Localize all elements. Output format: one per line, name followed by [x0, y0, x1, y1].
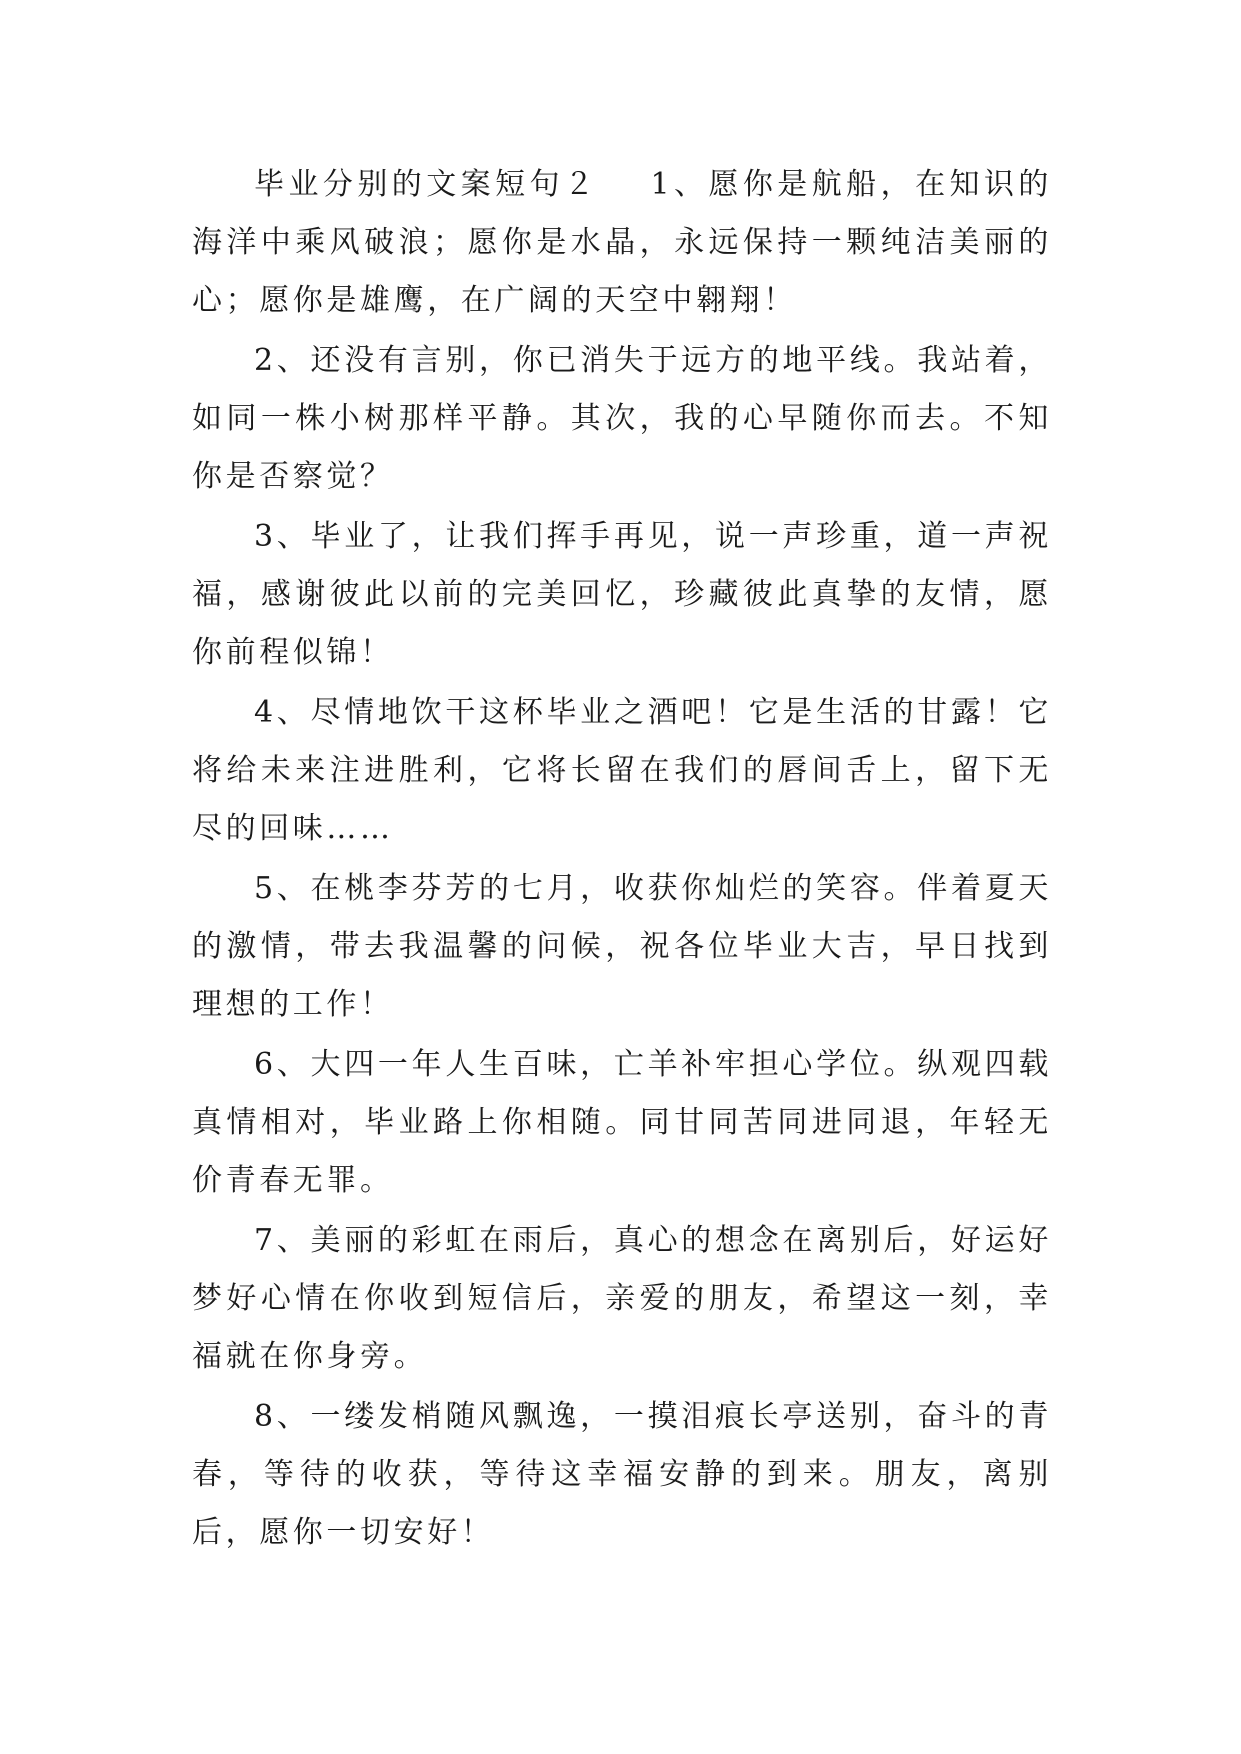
paragraph-2: 2、还没有言别，你已消失于远方的地平线。我站着，如同一株小树那样平静。其次，我的心早随你而去。不知你是否察觉？ [192, 343, 1052, 494]
paragraph-4: 4、尽情地饮干这杯毕业之酒吧！它是生活的甘露！它将给未来注进胜利，它将长留在我们的唇间舌上，留下无尽的回味…… [192, 695, 1052, 846]
paragraph-6: 6、大四一年人生百味，亡羊补牢担心学位。纵观四载真情相对，毕业路上你相随。同甘同苦同进同退，年轻无价青春无罪。 [192, 1047, 1052, 1198]
paragraph-text: 1、愿你是航船，在知识的海洋中乘风破浪；愿你是水晶，永远保持一颗纯洁美丽的心；愿你是雄鹰，在广阔的天空中翱翔！ [192, 167, 1052, 318]
paragraph-1 [192, 156, 1052, 330]
paragraph-8: 8、一缕发梢随风飘逸，一摸泪痕长亭送别，奋斗的青春，等待的收获，等待这幸福安静的到来。朋友，离别后，愿你一切安好！ [192, 1399, 1052, 1550]
document-heading: 毕业分别的文案短句２ [254, 167, 599, 202]
paragraph-7: 7、美丽的彩虹在雨后，真心的想念在离别后，好运好梦好心情在你收到短信后，亲爱的朋友，希望这一刻，幸福就在你身旁。 [192, 1223, 1052, 1374]
paragraph-3: 3、毕业了，让我们挥手再见，说一声珍重，道一声祝福，感谢彼此以前的完美回忆，珍藏彼此真挚的友情，愿你前程似锦！ [192, 519, 1052, 670]
paragraph-5: 5、在桃李芬芳的七月，收获你灿烂的笑容。伴着夏天的激情，带去我温馨的问候，祝各位毕业大吉，早日找到理想的工作！ [192, 871, 1052, 1022]
document-body [192, 156, 1052, 1564]
